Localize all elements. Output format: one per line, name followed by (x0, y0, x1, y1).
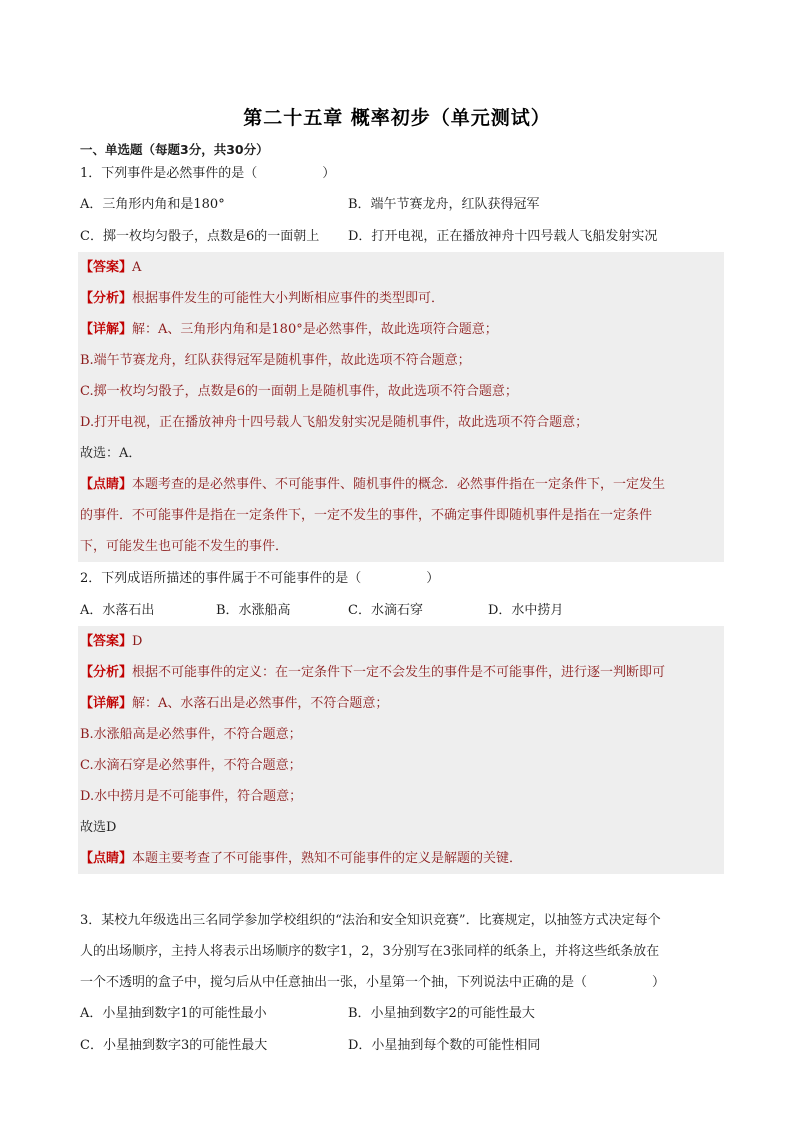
question-1-detail: 【详解】解：A、三角形内角和是180°是必然事件，故此选项符合题意； (80, 322, 498, 337)
question-1-analysis: 【分析】根据事件发生的可能性大小判断相应事件的类型即可． (80, 291, 445, 306)
question-1-detail-d: D.打开电视，正在播放神舟十四号载人飞船发射实况是随机事件，故此选项不符合题意； (80, 415, 589, 430)
question-2-detail: 【详解】解：A、水落石出是必然事件，不符合题意； (80, 696, 389, 711)
question-2-answer: 【答案】D (80, 634, 143, 649)
question-2-option-b: B．水涨船高 (216, 603, 291, 618)
question-2-option-d: D．水中捞月 (488, 603, 564, 618)
question-1-options-row-1 (80, 190, 724, 220)
question-2-detail-b: B.水涨船高是必然事件，不符合题意； (80, 727, 302, 742)
question-3-stem-line-3: 一个不透明的盒子中，搅匀后从中任意抽出一张，小星第一个抽，下列说法中正确的是（ ） (80, 975, 666, 990)
question-2-analysis: 【分析】根据不可能事件的定义：在一定条件下一定不会发生的事件是不可能事件，进行逐一判断即可 (80, 665, 666, 680)
question-3-option-b: B．小星抽到数字2的可能性最大 (348, 1006, 535, 1021)
question-3-options-row-2 (80, 1031, 724, 1061)
question-1-solution (78, 252, 724, 562)
question-1-comment: 【点睛】本题考查的是必然事件、不可能事件、随机事件的概念．必然事件指在一定条件下，一定发生 (80, 477, 666, 492)
page-title: 第二十五章 概率初步（单元测试） (243, 107, 551, 129)
question-1-answer: 【答案】A (80, 260, 142, 275)
question-1-option-a: A．三角形内角和是180° (80, 197, 225, 212)
question-2-option-c: C．水滴石穿 (348, 603, 423, 618)
question-3-option-a: A．小星抽到数字1的可能性最小 (80, 1006, 267, 1021)
question-1-options-row-2 (80, 222, 724, 252)
question-3-options-row-1 (80, 999, 724, 1029)
question-2-choose: 故选D (80, 820, 117, 835)
question-3-stem-line-2: 人的出场顺序，主持人将表示出场顺序的数字1，2，3分别写在3张同样的纸条上，并将这些纸条放在 (80, 944, 660, 959)
question-2-solution (78, 626, 724, 874)
question-1-choose: 故选：A． (80, 446, 142, 461)
question-2-comment: 【点睛】本题主要考查了不可能事件，熟知不可能事件的定义是解题的关键． (80, 851, 523, 866)
question-1-option-b: B．端午节赛龙舟，红队获得冠军 (348, 197, 540, 212)
question-2-option-a: A．水落石出 (80, 603, 155, 618)
section-heading: 一、单选题（每题3分，共30分） (80, 142, 269, 157)
question-3-option-d: D．小星抽到每个数的可能性相同 (348, 1038, 541, 1053)
question-1-comment-3: 下，可能发生也可能不发生的事件． (80, 539, 289, 554)
question-2-detail-d: D.水中捞月是不可能事件，符合题意； (80, 789, 303, 804)
question-1-detail-c: C.掷一枚均匀骰子，点数是6的一面朝上是随机事件，故此选项不符合题意； (80, 384, 518, 399)
question-1-comment-2: 的事件．不可能事件是指在一定条件下，一定不发生的事件，不确定事件即随机事件是指在一定条件 (80, 508, 653, 523)
question-1-stem: 1．下列事件是必然事件的是（ ） (80, 166, 336, 181)
question-3-stem-line-1: 3．某校九年级选出三名同学参加学校组织的“法治和安全知识竞赛”．比赛规定，以抽签方式决定每个 (80, 913, 661, 928)
question-1-option-c: C．掷一枚均匀骰子，点数是6的一面朝上 (80, 229, 320, 244)
question-3-option-c: C．小星抽到数字3的可能性最大 (80, 1038, 268, 1053)
question-1-option-d: D．打开电视，正在播放神舟十四号载人飞船发射实况 (348, 229, 658, 244)
question-2-detail-c: C.水滴石穿是必然事件，不符合题意； (80, 758, 302, 773)
question-2-options-row (80, 596, 724, 626)
question-2-stem: 2．下列成语所描述的事件属于不可能事件的是（ ） (80, 571, 440, 586)
question-1-detail-b: B.端午节赛龙舟，红队获得冠军是随机事件，故此选项不符合题意； (80, 353, 471, 368)
